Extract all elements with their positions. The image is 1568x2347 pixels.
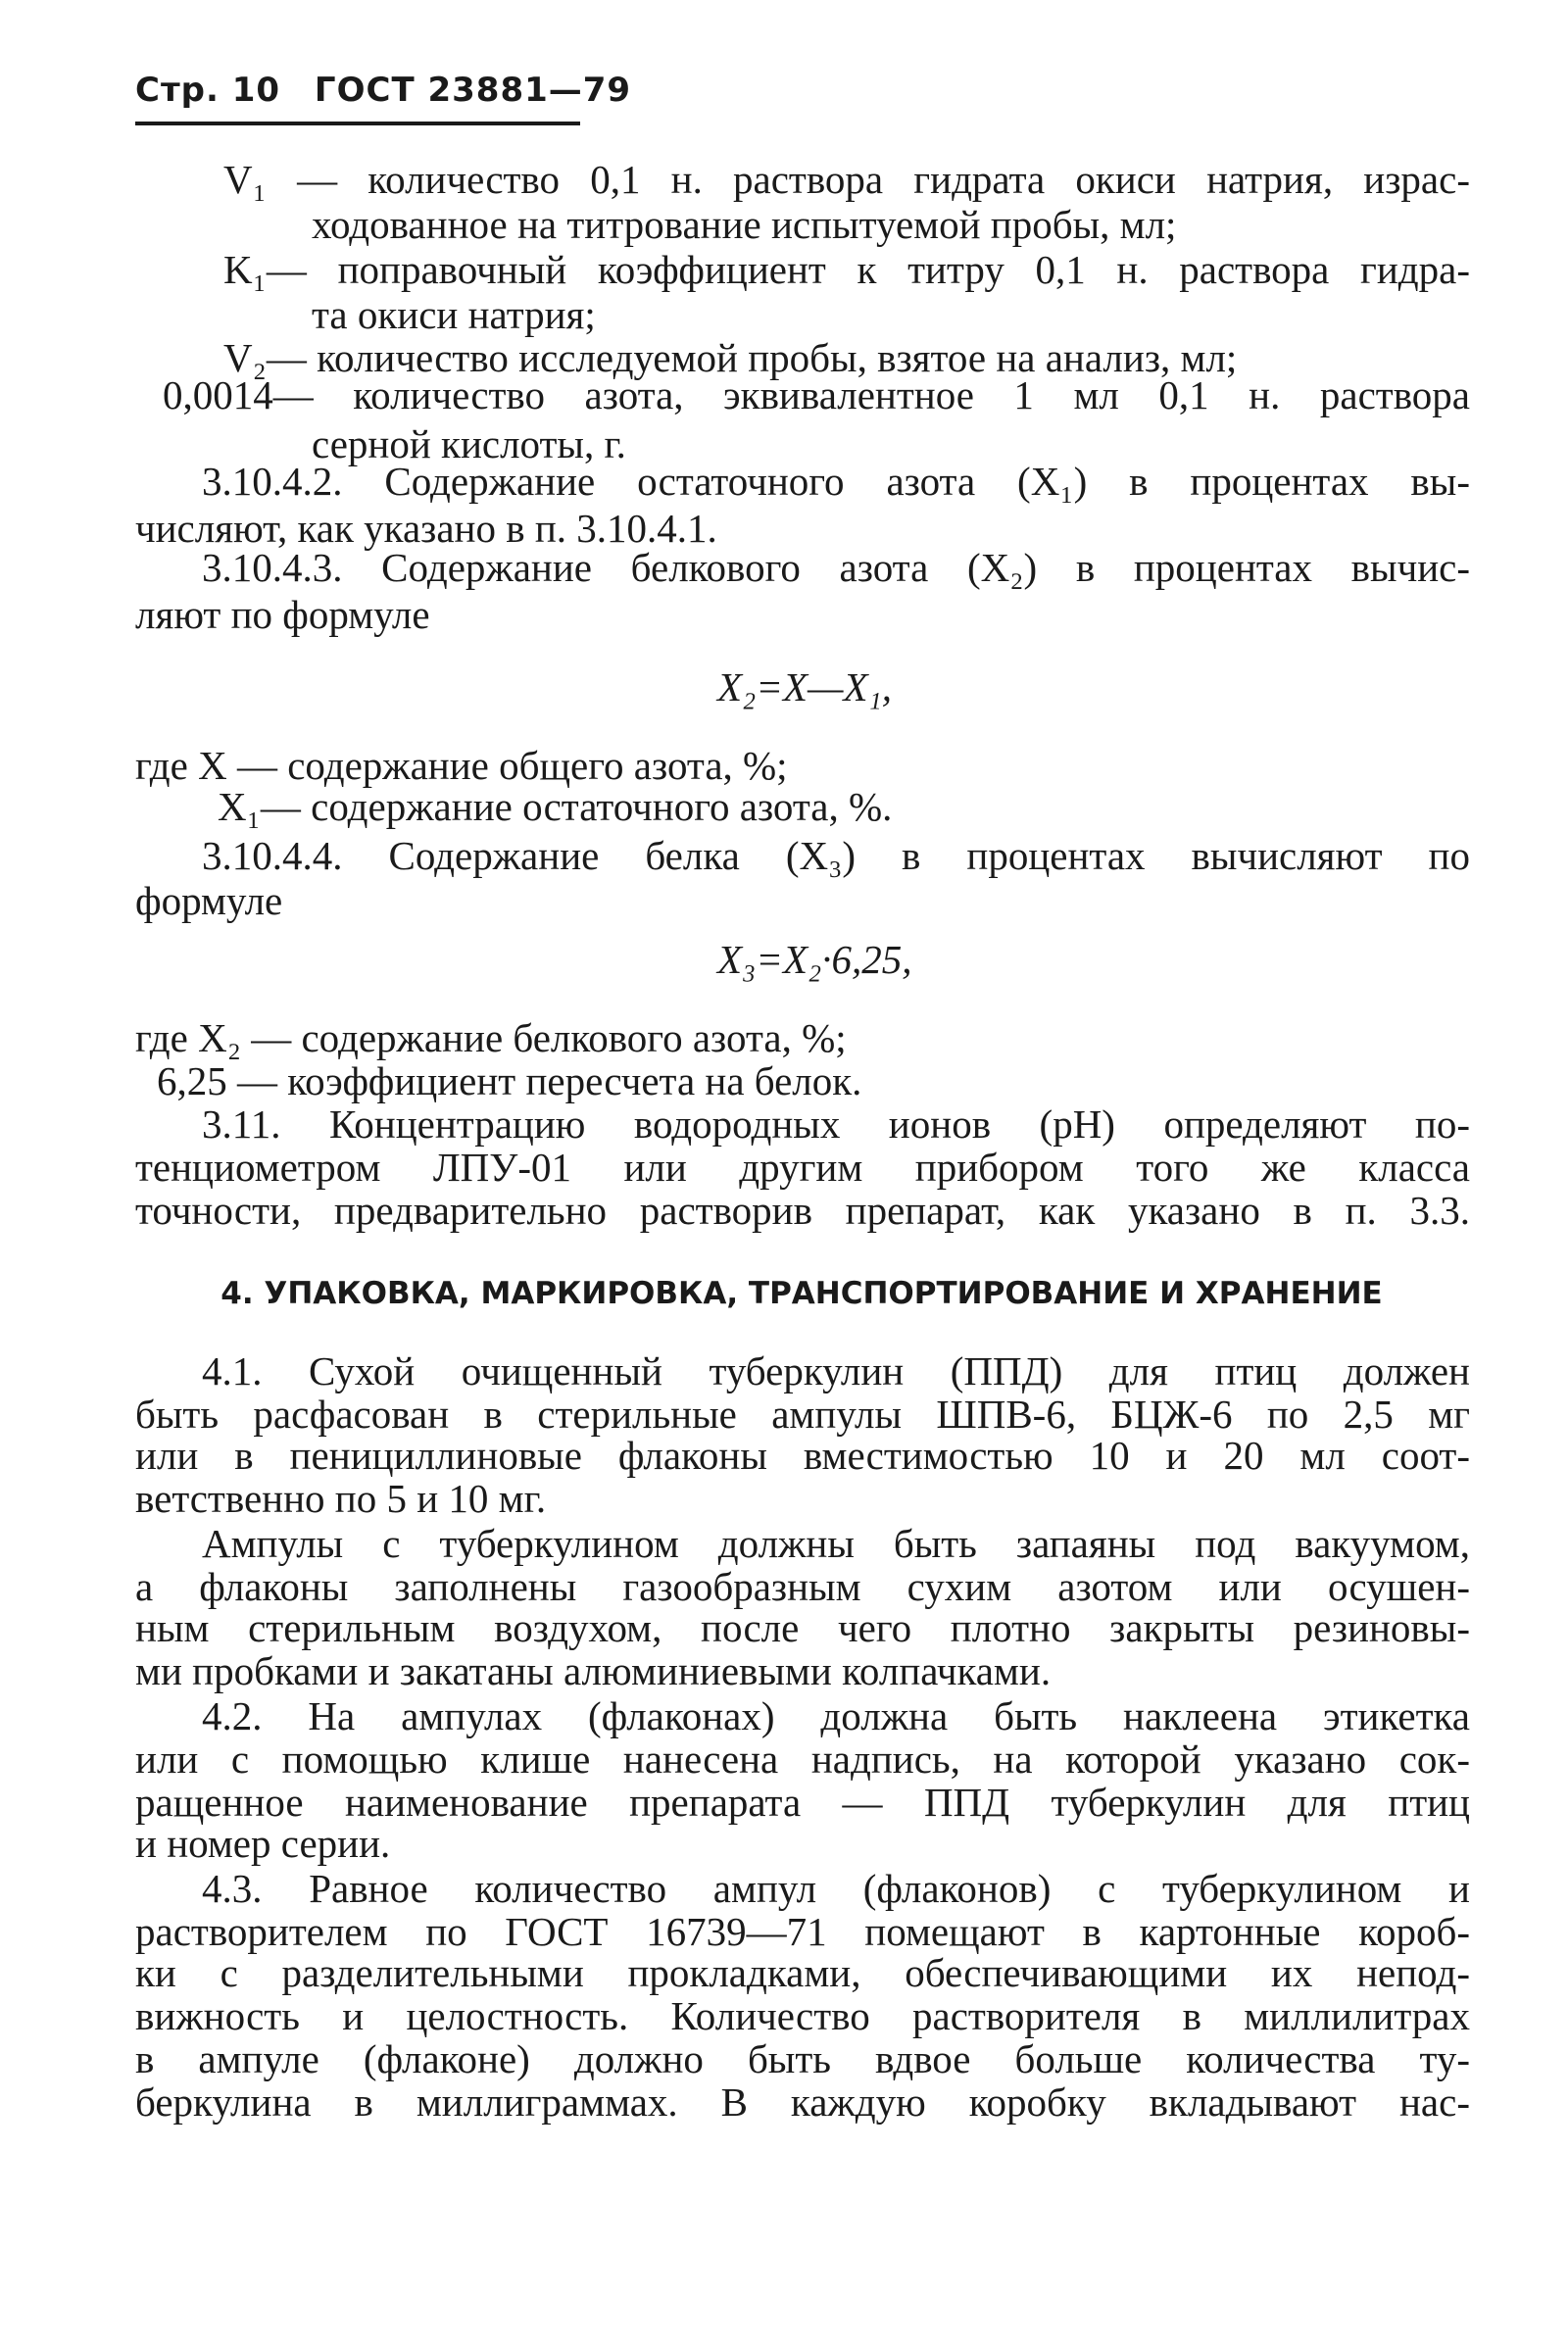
text-line: V₁ — количество 0,1 н. раствора гидрата окиси натрия, израс- (223, 157, 1470, 202)
text-line: серной кислоты, г. (312, 421, 626, 466)
text-line: V₂— количество исследуемой пробы, взятое на анализ, мл; (223, 335, 1238, 380)
text-line: ки с разделительными прокладками, обеспечивающими их непод- (135, 1950, 1470, 1995)
text-line: или в пенициллиновые флаконы вместимостью 10 и 20 мл соот- (135, 1433, 1470, 1478)
text-line: 3.10.4.3. Содержание белкового азота (X₂) в процентах вычис- (202, 545, 1470, 590)
text-line: 4.2. На ампулах (флаконах) должна быть наклеена этикетка (202, 1693, 1470, 1738)
page-header (135, 71, 653, 110)
text-line: в ампуле (флаконе) должно быть вдвое больше количества ту- (135, 2036, 1470, 2081)
text-line: 6,25 — коэффициент пересчета на белок. (157, 1058, 862, 1103)
formula-x2: X₂=X—X₁, (717, 664, 893, 709)
text-line: точности, предварительно растворив препарат, как указано в п. 3.3. (135, 1188, 1470, 1233)
text-line: Ампулы с туберкулином должны быть запаяны под вакуумом, (202, 1521, 1470, 1566)
page-number: Стр. 10 (135, 71, 281, 110)
formula-x3: X₃=X₂·6,25, (717, 937, 912, 982)
text-line: 4.1. Сухой очищенный туберкулин (ППД) для птиц должен (202, 1348, 1470, 1394)
text-line: ми пробками и закатаны алюминиевыми колпачками. (135, 1648, 1052, 1693)
text-line: вижность и целостность. Количество растворителя в миллилитрах (135, 1993, 1470, 2038)
text-line: 3.10.4.2. Содержание остаточного азота (X₁) в процентах вы- (202, 459, 1470, 504)
text-line: 3.11. Концентрацию водородных ионов (pH) определяют по- (202, 1101, 1470, 1147)
text-line: 3.10.4.4. Содержание белка (X₃) в процентах вычисляют по (202, 833, 1470, 878)
text-line: ходованное на титрование испытуемой пробы, мл; (312, 202, 1177, 247)
text-line: или с помощью клише нанесена надпись, на которой указано сок- (135, 1736, 1470, 1782)
text-line: беркулина в миллиграммах. В каждую коробку вкладывают нас- (135, 2079, 1470, 2125)
text-line: ным стерильным воздухом, после чего плотно закрыты резиновы- (135, 1605, 1470, 1650)
text-line: ветственно по 5 и 10 мг. (135, 1476, 547, 1521)
text-line: а флаконы заполнены газообразным сухим азотом или осушен- (135, 1564, 1470, 1609)
text-line: где X₂ — содержание белкового азота, %; (135, 1015, 847, 1060)
text-line: ращенное наименование препарата — ППД туберкулин для птиц (135, 1780, 1470, 1825)
text-line: ляют по формуле (135, 592, 430, 637)
text-line: 0,0014— количество азота, эквивалентное 1 мл 0,1 н. раствора (163, 372, 1470, 417)
text-line: растворителем по ГОСТ 16739—71 помещают в картонные короб- (135, 1909, 1470, 1954)
text-line: тенциометром ЛПУ-01 или другим прибором того же класса (135, 1145, 1470, 1190)
header-rule (135, 122, 580, 125)
text-line: та окиси натрия; (312, 292, 596, 337)
text-line: и номер серии. (135, 1821, 391, 1866)
section-heading: 4. УПАКОВКА, МАРКИРОВКА, ТРАНСПОРТИРОВАНИЕ И ХРАНЕНИЕ (220, 1276, 1383, 1311)
standard-number: ГОСТ 23881—79 (314, 71, 632, 110)
text-line: X₁— содержание остаточного азота, %. (218, 784, 893, 829)
text-line: числяют, как указано в п. 3.10.4.1. (135, 506, 717, 551)
text-line: где X — содержание общего азота, %; (135, 743, 788, 788)
text-line: K₁— поправочный коэффициент к титру 0,1 н. раствора гидра- (223, 247, 1470, 292)
text-line: быть расфасован в стерильные ампулы ШПВ-6, БЦЖ-6 по 2,5 мг (135, 1392, 1470, 1437)
text-line: формуле (135, 878, 283, 923)
text-line: 4.3. Равное количество ампул (флаконов) с туберкулином и (202, 1866, 1470, 1911)
